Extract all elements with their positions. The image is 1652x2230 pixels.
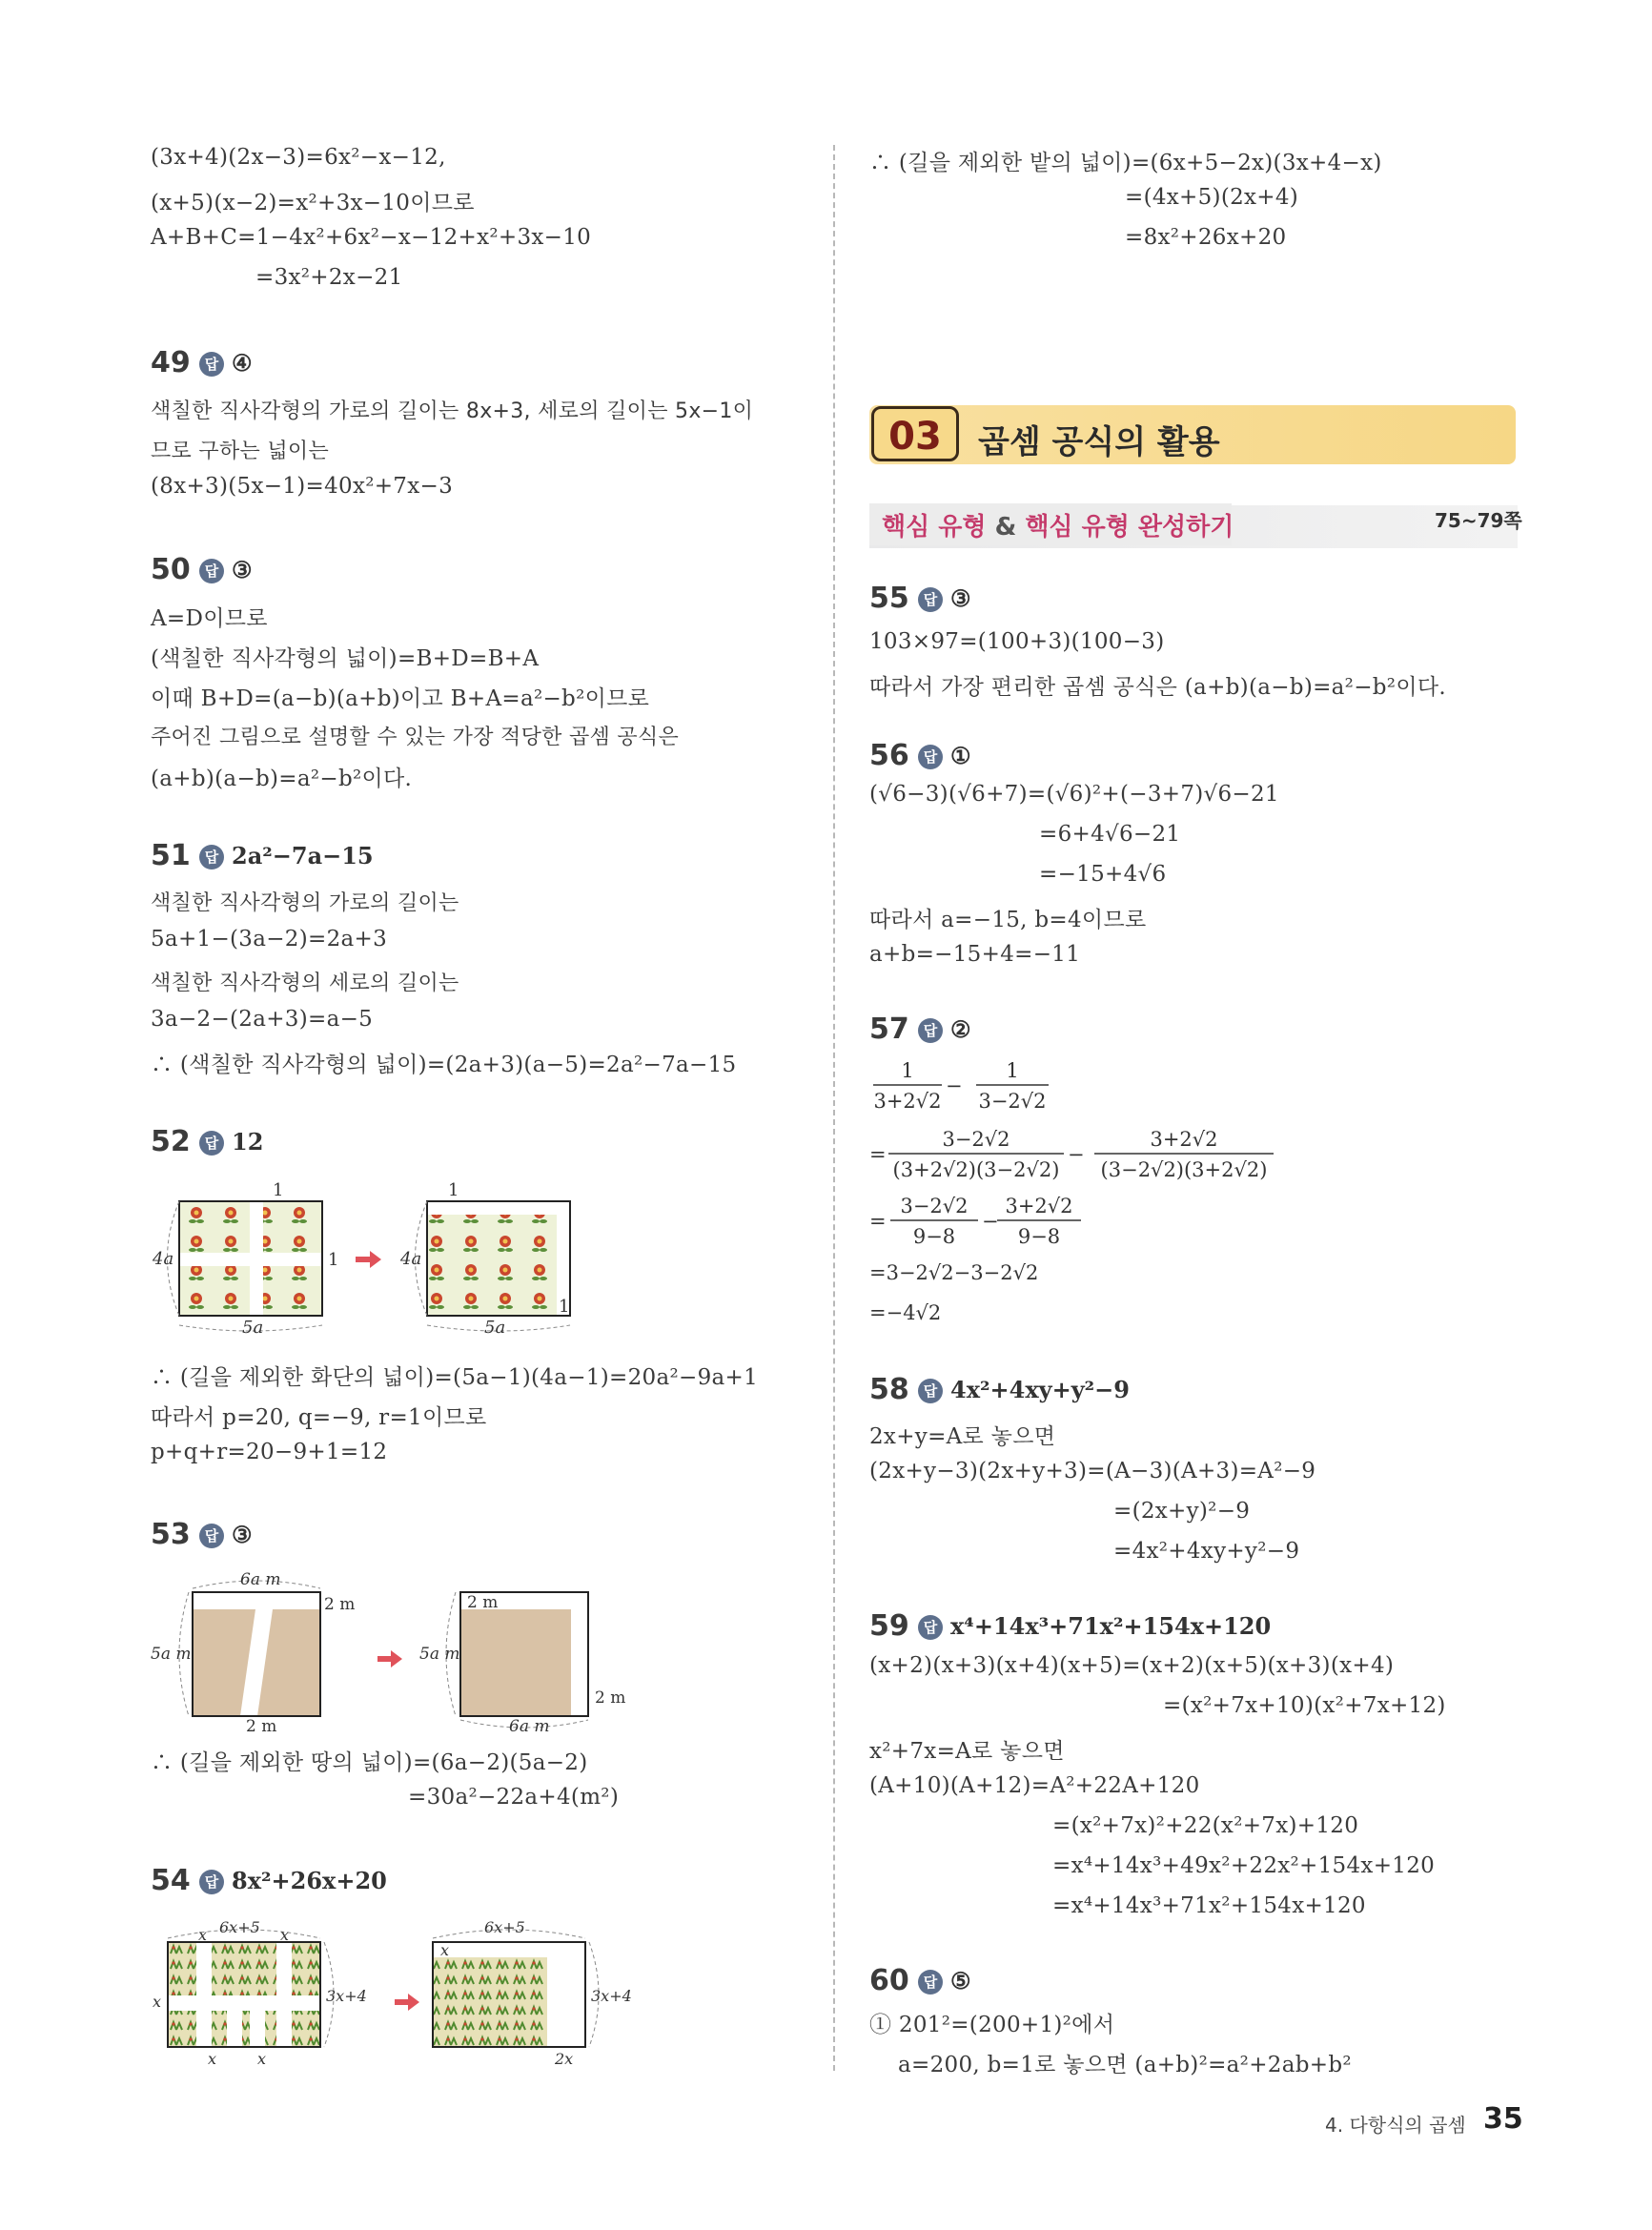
answer-badge: 답 bbox=[918, 1379, 943, 1403]
section-title: 곱셈 공식의 활용 bbox=[978, 423, 1220, 461]
text-line: =8x²+26x+20 bbox=[1125, 225, 1287, 250]
frac-den: 9−8 bbox=[1017, 1225, 1061, 1248]
answer-badge: 답 bbox=[918, 1018, 943, 1043]
subsection-title bbox=[882, 507, 1234, 542]
text-line: ∴ (색칠한 직사각형의 넓이)=(2a+3)(a−5)=2a²−7a−15 bbox=[151, 1053, 737, 1077]
text-line: =−4√2 bbox=[869, 1301, 942, 1324]
fig-label: 1 bbox=[448, 1180, 459, 1200]
text-line: A=D이므로 bbox=[151, 606, 268, 631]
page-number: 35 bbox=[1483, 2102, 1523, 2136]
text-line: A+B+C=1−4x²+6x²−x−12+x²+3x−10 bbox=[151, 225, 592, 250]
question-number: 49 bbox=[151, 346, 191, 379]
fig-label: x bbox=[198, 1926, 208, 1944]
frac-den: 3+2√2 bbox=[873, 1090, 942, 1113]
answer-value: ④ bbox=[232, 349, 253, 377]
text-line: =−15+4√6 bbox=[1039, 862, 1167, 887]
fig-label: 2 m bbox=[595, 1688, 626, 1708]
text-line: ① 201²=(200+1)²에서 bbox=[869, 2013, 1115, 2037]
text-line: 따라서 p=20, q=−9, r=1이므로 bbox=[151, 1405, 487, 1430]
fig-label: 1 bbox=[328, 1250, 339, 1270]
fig-label: 3x+4 bbox=[326, 1987, 367, 2005]
question-number: 54 bbox=[151, 1864, 191, 1897]
question-number: 56 bbox=[869, 739, 909, 772]
question-number: 50 bbox=[151, 553, 191, 586]
text-line: 3a−2−(2a+3)=a−5 bbox=[151, 1007, 374, 1032]
frac-num: 3+2√2 bbox=[1005, 1195, 1073, 1217]
field-figure bbox=[151, 1912, 665, 2074]
text-line: 색칠한 직사각형의 세로의 길이는 bbox=[151, 972, 459, 995]
fig-label: x bbox=[280, 1926, 290, 1944]
answer-value: ③ bbox=[232, 1521, 253, 1548]
text-line: 주어진 그림으로 설명할 수 있는 가장 적당한 곱셈 공식은 bbox=[151, 726, 680, 749]
subtitle-part: 핵심 유형 완성하기 bbox=[1025, 513, 1234, 542]
page-range: 75~79쪽 bbox=[1435, 509, 1522, 532]
frac-den: 9−8 bbox=[912, 1225, 956, 1248]
text-line: ∴ (길을 제외한 화단의 넓이)=(5a−1)(4a−1)=20a²−9a+1 bbox=[151, 1365, 759, 1390]
text-line: (x+2)(x+3)(x+4)(x+5)=(x+2)(x+5)(x+3)(x+4) bbox=[869, 1653, 1395, 1678]
fig-label: 2 m bbox=[324, 1595, 356, 1614]
answer-value: ② bbox=[950, 1015, 971, 1043]
text-line: =(2x+y)²−9 bbox=[1113, 1499, 1251, 1524]
fig-label: 6a m bbox=[509, 1717, 550, 1736]
answer-value: 4x²+4xy+y²−9 bbox=[950, 1376, 1130, 1403]
text-line: 색칠한 직사각형의 가로의 길이는 8x+3, 세로의 길이는 5x−1이 bbox=[151, 399, 754, 423]
column-divider bbox=[833, 145, 835, 2071]
fig-label: 5a m bbox=[419, 1645, 460, 1664]
footer-chapter: 4. 다항식의 곱셈 bbox=[1325, 2114, 1466, 2137]
question-number: 52 bbox=[151, 1125, 191, 1158]
text-line: =(x²+7x)²+22(x²+7x)+120 bbox=[1052, 1813, 1359, 1838]
text-line: =3−2√2−3−2√2 bbox=[869, 1261, 1039, 1284]
fig-label: x bbox=[153, 1993, 162, 2011]
text-line: =4x²+4xy+y²−9 bbox=[1113, 1539, 1300, 1564]
section-number: 03 bbox=[871, 406, 959, 461]
text-line: =(x²+7x+10)(x²+7x+12) bbox=[1163, 1693, 1446, 1718]
answer-badge: 답 bbox=[199, 845, 224, 869]
text-line: 103×97=(100+3)(100−3) bbox=[869, 629, 1165, 654]
fig-label: 6a m bbox=[240, 1570, 281, 1589]
fig-label: 5a bbox=[242, 1318, 264, 1338]
text-line: =x⁴+14x³+71x²+154x+120 bbox=[1052, 1893, 1366, 1918]
fig-label: 5a m bbox=[151, 1645, 192, 1664]
frac-den: (3−2√2)(3+2√2) bbox=[1100, 1158, 1268, 1181]
answer-value: ① bbox=[950, 742, 971, 769]
text-line: 따라서 가장 편리한 곱셈 공식은 (a+b)(a−b)=a²−b²이다. bbox=[869, 675, 1446, 700]
fig-label: 1 bbox=[559, 1297, 570, 1317]
answer-value: ⑤ bbox=[950, 1967, 971, 1995]
answer-badge: 답 bbox=[199, 1870, 224, 1894]
text-line: (8x+3)(5x−1)=40x²+7x−3 bbox=[151, 474, 454, 499]
fraction-work bbox=[869, 1056, 1365, 1333]
text-line: (√6−3)(√6+7)=(√6)²+(−3+7)√6−21 bbox=[869, 782, 1279, 807]
question-number: 57 bbox=[869, 1013, 909, 1046]
text-line: (x+5)(x−2)=x²+3x−10이므로 bbox=[151, 191, 475, 215]
answer-badge: 답 bbox=[199, 1524, 224, 1548]
answer-badge: 답 bbox=[199, 559, 224, 583]
question-number: 58 bbox=[869, 1373, 909, 1406]
answer-badge: 답 bbox=[199, 352, 224, 377]
answer-value: 12 bbox=[232, 1128, 264, 1156]
text-line: 따라서 a=−15, b=4이므로 bbox=[869, 908, 1147, 932]
fig-label: 4a bbox=[153, 1249, 174, 1269]
subtitle-amp: & bbox=[986, 513, 1026, 542]
flower-bed-figure bbox=[151, 1173, 589, 1338]
text-line: (a+b)(a−b)=a²−b²이다. bbox=[151, 767, 413, 791]
text-line: x²+7x=A로 놓으면 bbox=[869, 1739, 1065, 1764]
svg-text:−: − bbox=[1068, 1143, 1085, 1166]
fig-label: 3x+4 bbox=[591, 1987, 632, 2005]
fig-label: 6x+5 bbox=[219, 1918, 260, 1936]
fig-label: x bbox=[257, 2050, 267, 2068]
subtitle-part: 핵심 유형 bbox=[882, 513, 987, 542]
text-line: =x⁴+14x³+49x²+22x²+154x+120 bbox=[1052, 1853, 1436, 1878]
svg-text:−: − bbox=[982, 1210, 999, 1233]
fig-label: 2x bbox=[555, 2050, 574, 2068]
text-line: 이때 B+D=(a−b)(a+b)이고 B+A=a²−b²이므로 bbox=[151, 686, 650, 711]
frac-den: 3−2√2 bbox=[978, 1090, 1047, 1113]
text-line: ∴ (길을 제외한 밭의 넓이)=(6x+5−2x)(3x+4−x) bbox=[869, 151, 1382, 175]
frac-num: 3−2√2 bbox=[942, 1128, 1010, 1151]
text-line: 5a+1−(3a−2)=2a+3 bbox=[151, 927, 388, 951]
text-line: a+b=−15+4=−11 bbox=[869, 942, 1081, 967]
question-number: 55 bbox=[869, 582, 909, 615]
question-number: 51 bbox=[151, 839, 191, 872]
question-number: 59 bbox=[869, 1609, 909, 1643]
fig-label: 2 m bbox=[246, 1717, 277, 1736]
answer-badge: 답 bbox=[918, 1970, 943, 1995]
answer-value: ③ bbox=[950, 584, 971, 612]
text-line: 2x+y=A로 놓으면 bbox=[869, 1424, 1056, 1449]
text-line: a=200, b=1로 놓으면 (a+b)²=a²+2ab+b² bbox=[898, 2053, 1352, 2077]
svg-text:−: − bbox=[946, 1074, 963, 1097]
text-line: 색칠한 직사각형의 가로의 길이는 bbox=[151, 891, 459, 915]
fig-label: x bbox=[208, 2050, 217, 2068]
answer-value: x⁴+14x³+71x²+154x+120 bbox=[950, 1612, 1272, 1640]
answer-value: 2a²−7a−15 bbox=[232, 842, 374, 869]
fig-label: 4a bbox=[400, 1249, 422, 1269]
answer-badge: 답 bbox=[199, 1131, 224, 1156]
svg-text:=: = bbox=[869, 1143, 887, 1166]
fig-label: 2 m bbox=[467, 1593, 499, 1612]
frac-den: (3+2√2)(3−2√2) bbox=[892, 1158, 1060, 1181]
fig-label: 6x+5 bbox=[484, 1918, 525, 1936]
fig-label: 5a bbox=[484, 1318, 506, 1338]
frac-num: 3−2√2 bbox=[900, 1195, 969, 1217]
text-line: =3x²+2x−21 bbox=[255, 265, 403, 290]
frac-num: 1 bbox=[901, 1059, 914, 1082]
text-line: (색칠한 직사각형의 넓이)=B+D=B+A bbox=[151, 646, 540, 671]
text-line: p+q+r=20−9+1=12 bbox=[151, 1440, 388, 1464]
frac-num: 3+2√2 bbox=[1150, 1128, 1218, 1151]
question-number: 53 bbox=[151, 1518, 191, 1551]
fig-label: x bbox=[440, 1941, 450, 1959]
svg-text:=: = bbox=[869, 1210, 887, 1233]
answer-badge: 답 bbox=[918, 1615, 943, 1640]
answer-badge: 답 bbox=[918, 587, 943, 612]
frac-num: 1 bbox=[1006, 1059, 1019, 1082]
land-figure bbox=[151, 1564, 646, 1736]
fig-label: 1 bbox=[273, 1180, 284, 1200]
text-line: =30a²−22a+4(m²) bbox=[408, 1785, 620, 1810]
text-line: =(4x+5)(2x+4) bbox=[1125, 185, 1299, 210]
answer-value: ③ bbox=[232, 556, 253, 583]
text-line: =6+4√6−21 bbox=[1039, 822, 1181, 847]
answer-badge: 답 bbox=[918, 745, 943, 769]
text-line: 므로 구하는 넓이는 bbox=[151, 440, 330, 463]
answer-value: 8x²+26x+20 bbox=[232, 1867, 387, 1894]
text-line: (3x+4)(2x−3)=6x²−x−12, bbox=[151, 145, 446, 170]
text-line: (2x+y−3)(2x+y+3)=(A−3)(A+3)=A²−9 bbox=[869, 1459, 1316, 1483]
text-line: (A+10)(A+12)=A²+22A+120 bbox=[869, 1773, 1200, 1798]
text-line: ∴ (길을 제외한 땅의 넓이)=(6a−2)(5a−2) bbox=[151, 1750, 588, 1775]
question-number: 60 bbox=[869, 1964, 909, 1997]
